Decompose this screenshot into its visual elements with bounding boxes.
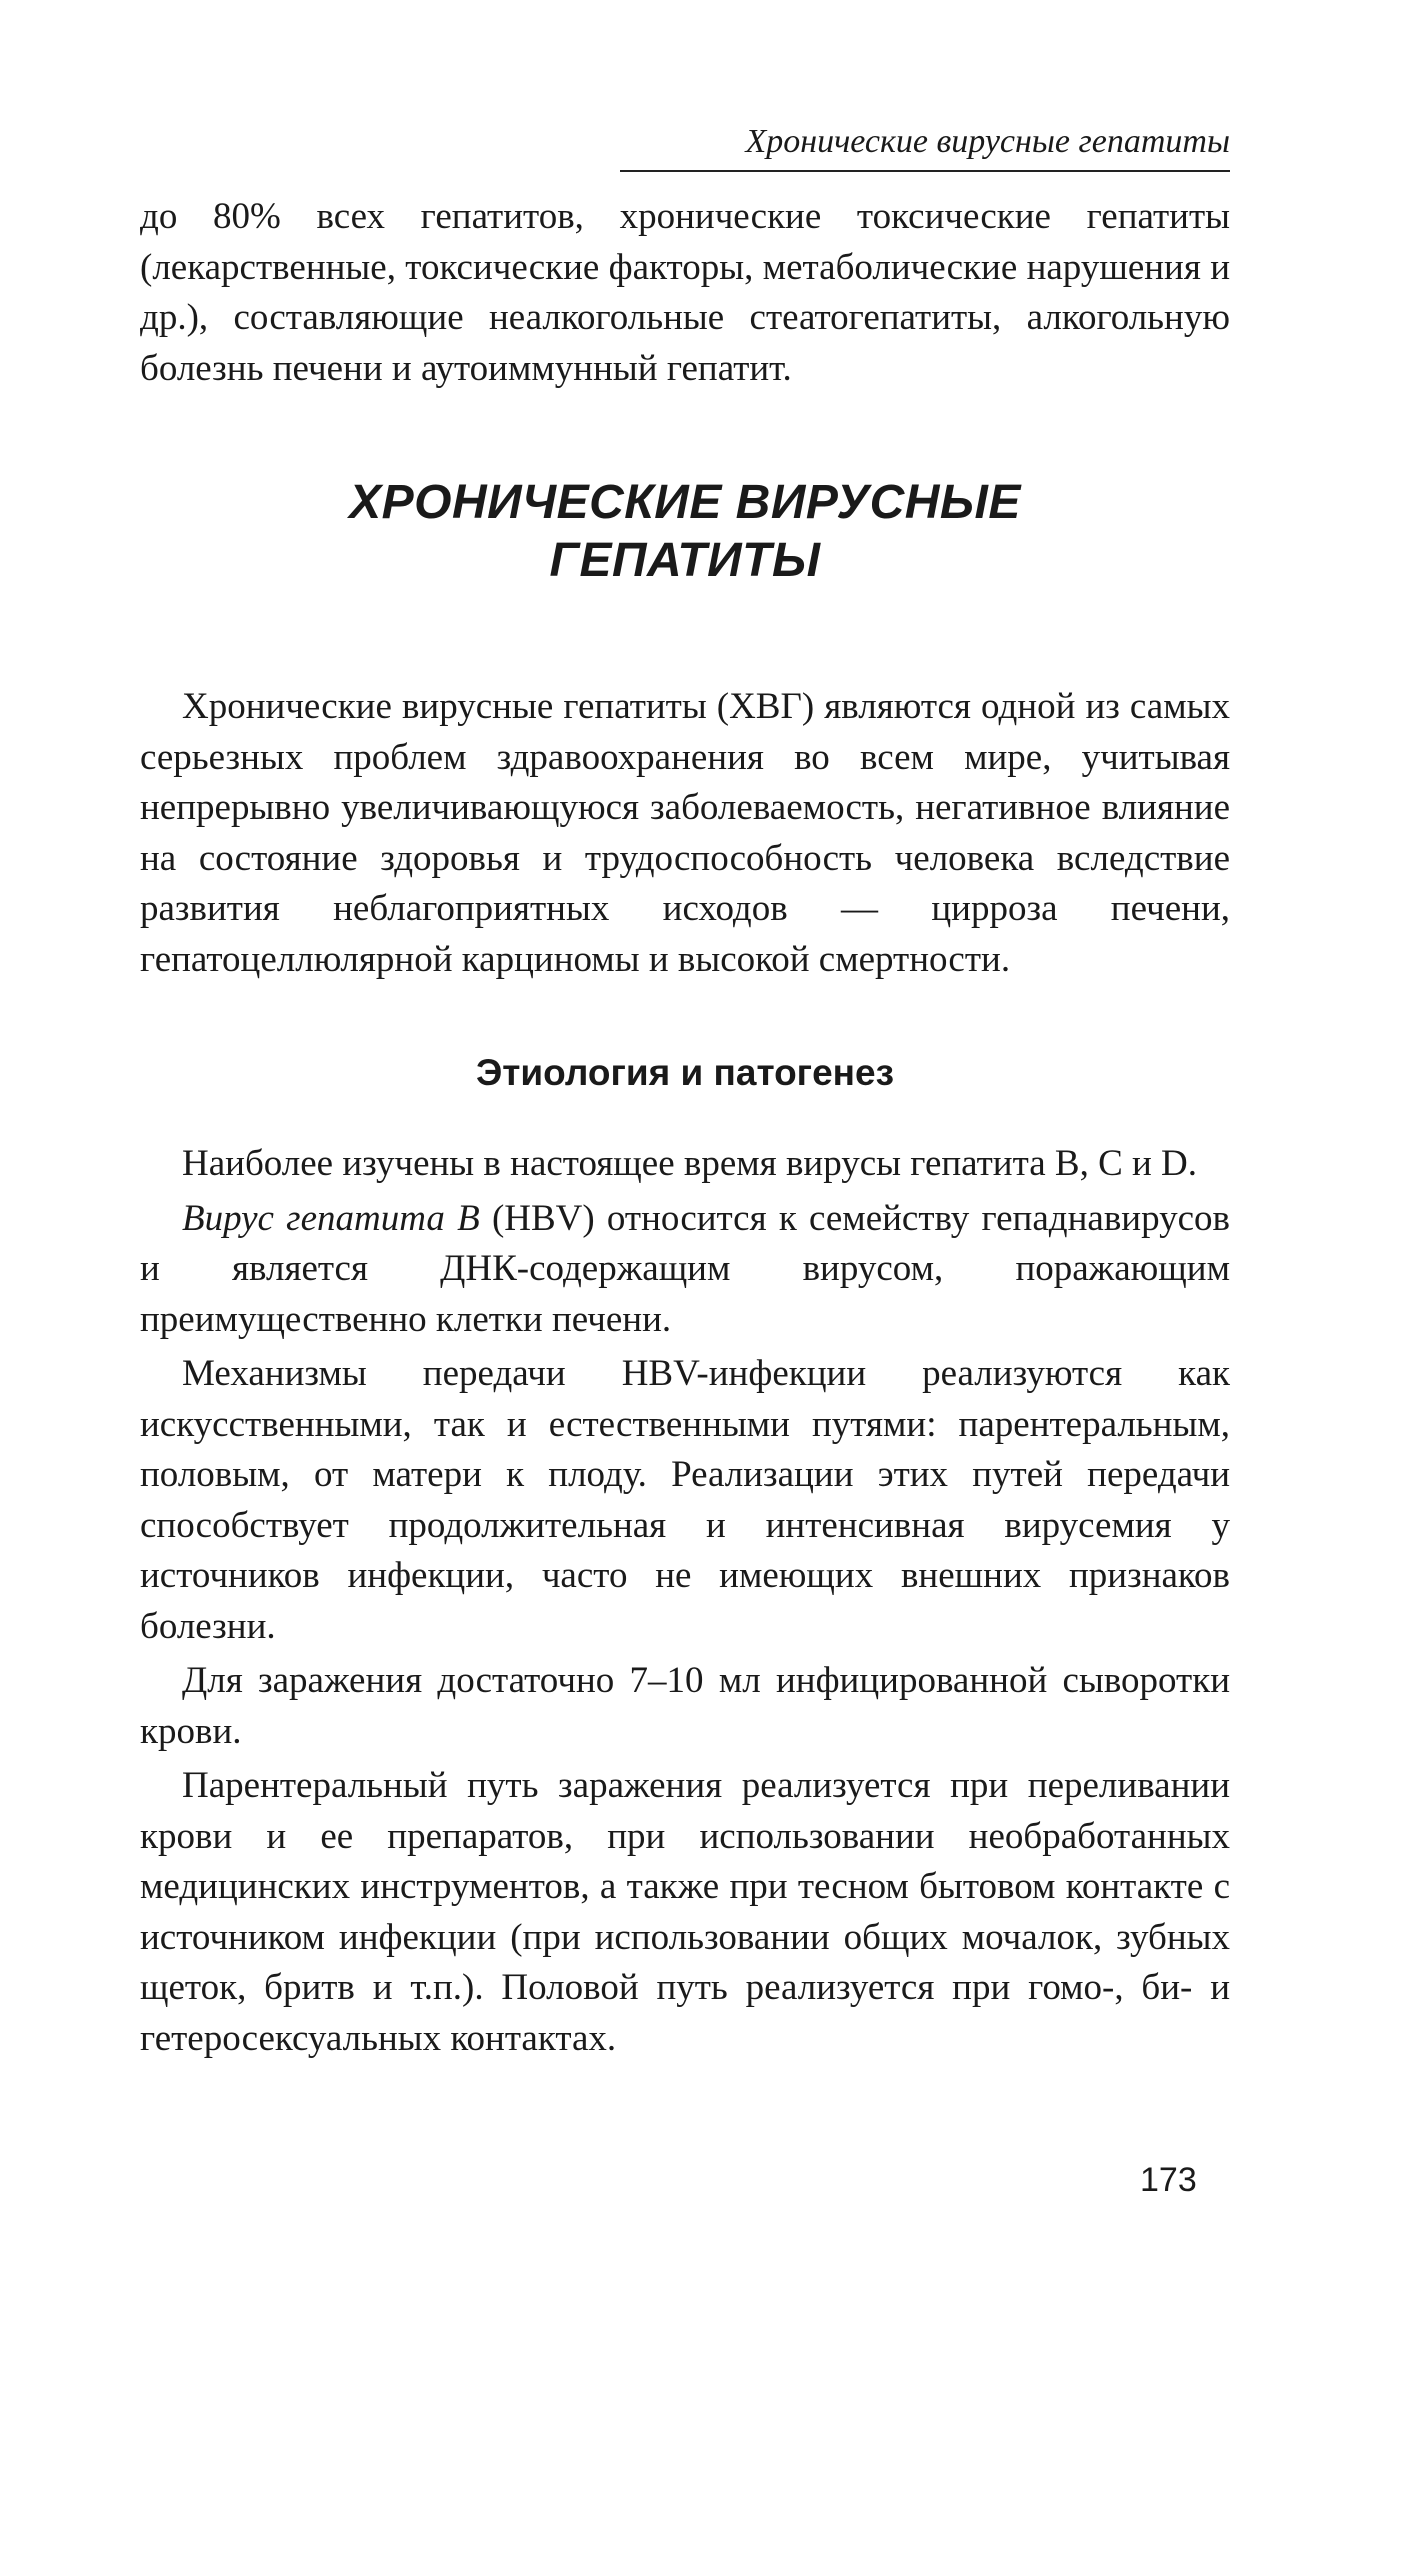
paragraph-transmission: Механизмы передачи HBV-инфекции реализуются как искусственными, так и естественными путями: парентеральным, половым, от матери к плоду. Реализации этих путей передачи способствует продолжительная и интенсивная вирусемия у источников инфекции, часто не имеющих внешних признаков болезни. [140, 1353, 1230, 1647]
intro-section [140, 192, 1230, 394]
chapter-title-line-2: ГЕПАТИТЫ [549, 534, 821, 587]
book-page [140, 120, 1230, 2068]
chapter-title [140, 474, 1230, 590]
paragraph-hbv [140, 1194, 1230, 1346]
running-header: Хронические вирусные гепатиты [620, 120, 1230, 172]
hbv-term: Вирус гепатита В [182, 1197, 480, 1239]
chapter-title-line-1: ХРОНИЧЕСКИЕ ВИРУСНЫЕ [349, 476, 1021, 529]
page-number: 173 [1140, 2161, 1197, 2199]
hbv-description: (HBV) относится к семейству гепаднавирусов и является ДНК-содержащим вирусом, поражающим преимущественно клетки печени. [140, 1197, 1230, 1340]
section-title: Этиология и патогенез [475, 1052, 894, 1093]
paragraph-viruses: Наиболее изучены в настоящее время вирусы гепатита В, С и D. [182, 1143, 1198, 1184]
chapter-intro-section [140, 682, 1230, 985]
chapter-intro-paragraph: Хронические вирусные гепатиты (ХВГ) являются одной из самых серьезных проблем здравоохранения во всем мире, учитывая непрерывно увеличивающуюся заболеваемость, негативное влияние на состояние здоровья и трудоспособность человека вследствие развития неблагоприятных исходов — цирроза печени, гепатоцеллюлярной карциномы и высокой смертности. [140, 686, 1230, 980]
section-body [140, 1139, 1230, 2064]
intro-paragraph: до 80% всех гепатитов, хронические токсические гепатиты (лекарственные, токсические факторы, метаболические нарушения и др.), составляющие неалкогольные стеатогепатиты, алкогольную болезнь печени и аутоиммунный гепатит. [140, 196, 1230, 389]
paragraph-infection-dose: Для заражения достаточно 7–10 мл инфицированной сыворотки крови. [140, 1660, 1230, 1752]
paragraph-parenteral-route: Парентеральный путь заражения реализуется при переливании крови и ее препаратов, при использовании необработанных медицинских инструментов, а также при тесном бытовом контакте с источником инфекции (при использовании общих мочалок, зубных щеток, бритв и т.п.). Половой путь реализуется при гомо-, би- и гетеросексуальных контактах. [140, 1765, 1230, 2059]
